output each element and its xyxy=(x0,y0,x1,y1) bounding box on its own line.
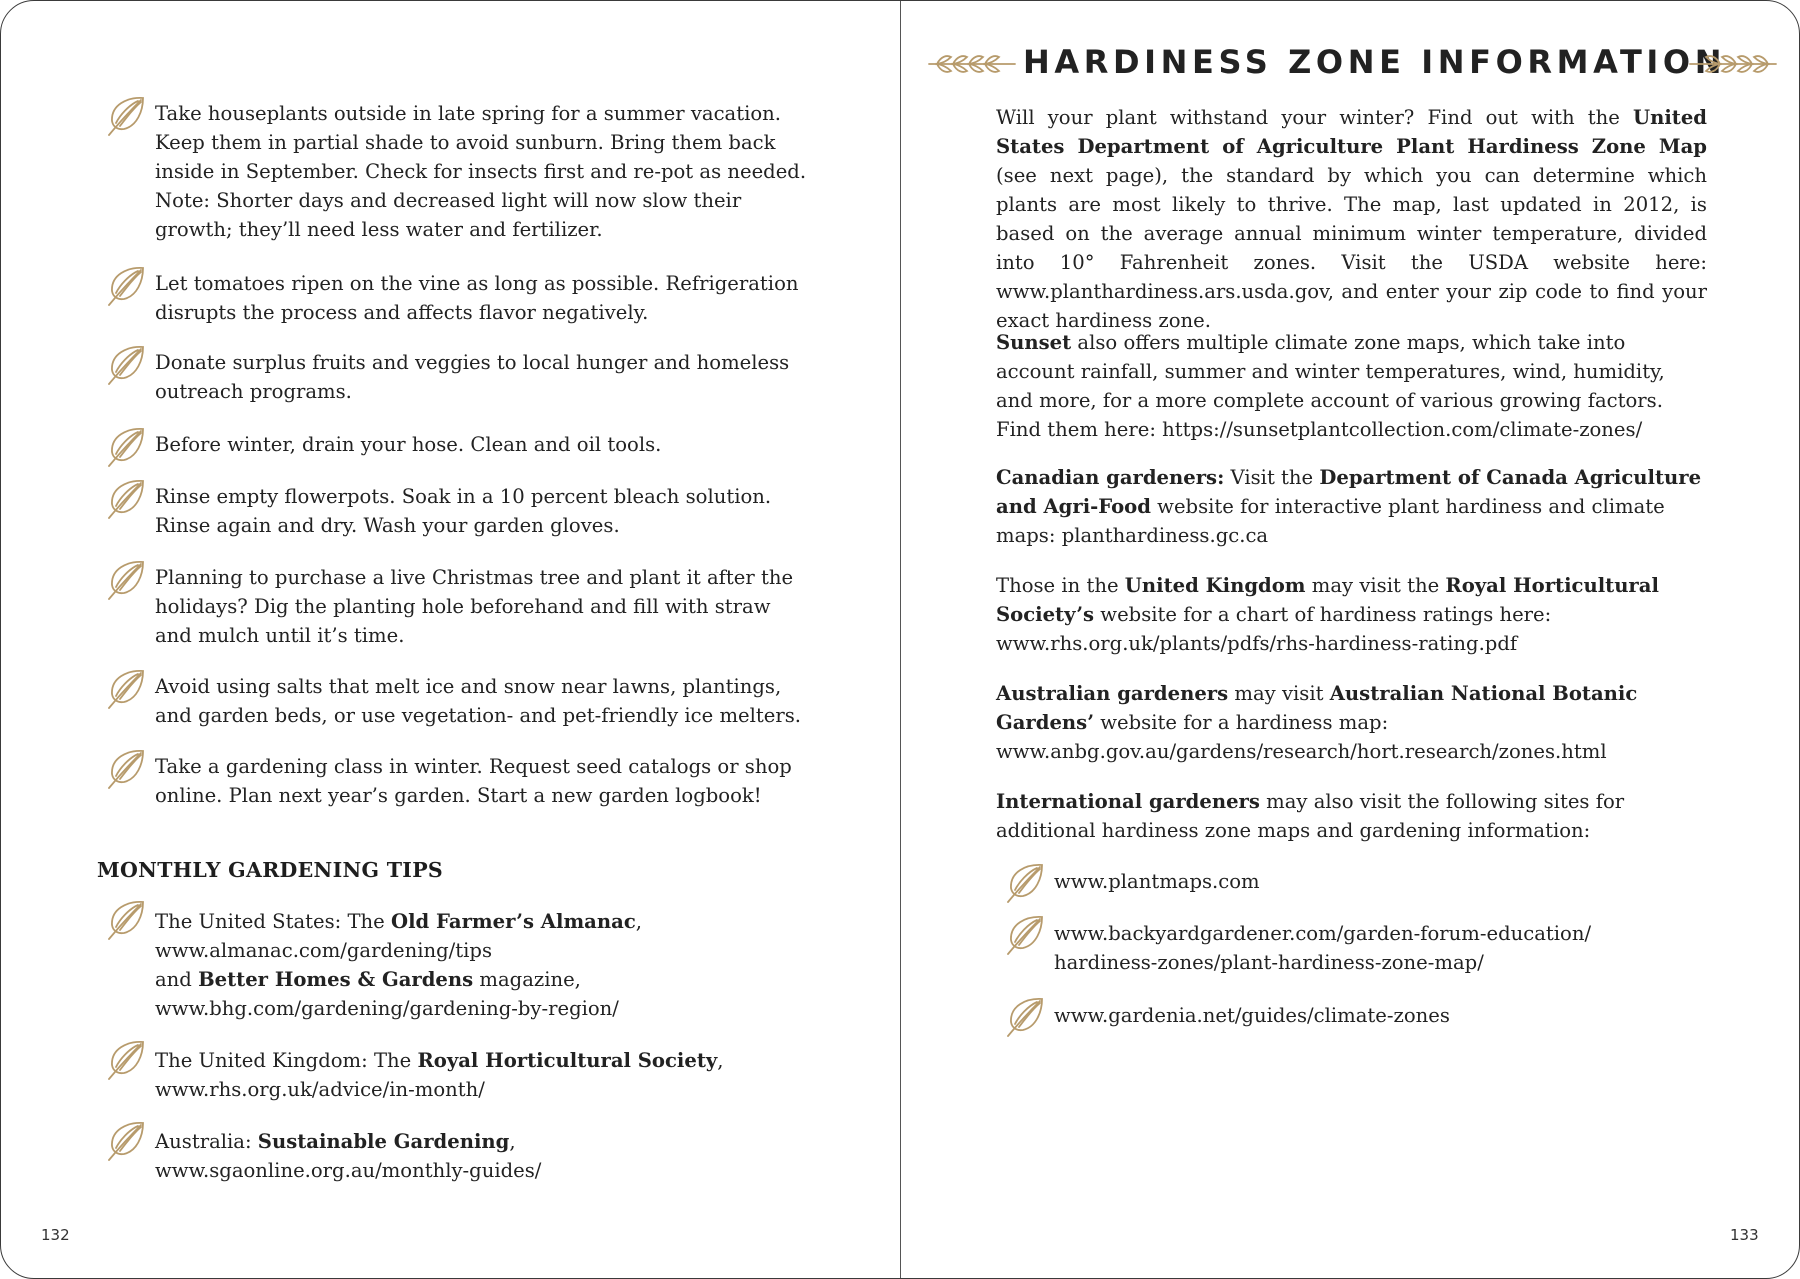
tip-text: Avoid using salts that melt ice and snow near lawns, plantings, and garden beds, or use vegetation- and pet-friendly ice melters. xyxy=(155,675,802,727)
right-sprig-icon xyxy=(1688,51,1778,77)
almanac-url: www.almanac.com/gardening/tips xyxy=(155,939,492,962)
australia-paragraph: Australian gardeners may visit Australian National Botanic Gardens’ website for a hardiness map: www.anbg.gov.au/gardens/research/hort.research/zones.html xyxy=(996,682,1638,763)
monthly-tip-uk: The United Kingdom: The Royal Horticultural Society, www.rhs.org.uk/advice/in-month/ xyxy=(155,1046,724,1104)
sga-url: www.sgaonline.org.au/monthly-guides/ xyxy=(155,1159,542,1182)
bhg-url: www.bhg.com/gardening/gardening-by-region/ xyxy=(155,997,619,1020)
leaf-bullet-icon xyxy=(105,476,149,520)
leaf-bullet-icon xyxy=(105,746,149,790)
tip-text: Donate surplus fruits and veggies to local hunger and homeless outreach programs. xyxy=(155,351,790,403)
leaf-bullet-icon xyxy=(105,1037,149,1081)
right-page xyxy=(901,1,1799,1278)
leaf-bullet-icon xyxy=(105,93,149,137)
rhs-month-url: www.rhs.org.uk/advice/in-month/ xyxy=(155,1078,485,1101)
monthly-tip-us: The United States: The Old Farmer’s Almanac, www.almanac.com/gardening/tips and Better Homes & Gardens magazine, www.bhg.com/gardening/gardening-by-region/ xyxy=(155,907,642,1023)
leaf-bullet-icon xyxy=(105,666,149,710)
canada-paragraph: Canadian gardeners: Visit the Department of Canada Agriculture and Agri-Food website for interactive plant hardiness and climate maps: planthardiness.gc.ca xyxy=(996,466,1702,547)
left-page xyxy=(1,1,900,1278)
leaf-bullet-icon xyxy=(105,263,149,307)
resource-link: www.gardenia.net/guides/climate-zones xyxy=(1054,1004,1450,1027)
uk-paragraph: Those in the United Kingdom may visit the Royal Horticultural Society’s website for a chart of hardiness ratings here: www.rhs.org.uk/plants/pdfs/rhs-hardiness-rating.pdf xyxy=(996,574,1659,655)
page-title: HARDINESS ZONE INFORMATION xyxy=(1023,43,1727,81)
resource-link: www.backyardgardener.com/garden-forum-education/ hardiness-zones/plant-hardiness-zone-map/ xyxy=(1054,922,1592,974)
leaf-bullet-icon xyxy=(1004,860,1048,904)
usda-paragraph: Will your plant withstand your winter? Find out with the United States Department of Agriculture Plant Hardiness Zone Map (see next page), the standard by which you can determine which plants are most likely to thrive. The map, last updated in 2012, is based on the average annual minimum winter temperature, divided into 10° Fahrenheit zones. Visit the USDA website here: www.planthardiness.ars.usda.gov, and enter your zip code to find your exact hardiness zone. xyxy=(996,106,1707,332)
sunset-paragraph: Sunset also offers multiple climate zone maps, which take into account rainfall, summer and winter temperatures, wind, humidity, and more, for a more complete account of various growing factors. Find them here: https://sunsetplantcollection.com/climate-zones/ xyxy=(996,331,1665,441)
tip-text: Before winter, drain your hose. Clean and oil tools. xyxy=(155,433,662,456)
tip-text: Planning to purchase a live Christmas tree and plant it after the holidays? Dig the planting hole beforehand and fill with straw and mulch until it’s time. xyxy=(155,566,794,647)
leaf-bullet-icon xyxy=(105,897,149,941)
leaf-bullet-icon xyxy=(105,557,149,601)
tip-text: Rinse empty flowerpots. Soak in a 10 percent bleach solution. Rinse again and dry. Wash your garden gloves. xyxy=(155,485,772,537)
tip-text: Take houseplants outside in late spring for a summer vacation. Keep them in partial shade to avoid sunburn. Bring them back inside in September. Check for insects first and re-pot as needed. Note: Shorter days and decreased light will now slow their growth; they’ll need less water and fertilizer. xyxy=(155,102,807,241)
page-number-left: 132 xyxy=(41,1226,70,1244)
leaf-bullet-icon xyxy=(105,424,149,468)
tip-text: Let tomatoes ripen on the vine as long as possible. Refrigeration disrupts the process and affects flavor negatively. xyxy=(155,272,799,324)
resource-link: www.plantmaps.com xyxy=(1054,870,1260,893)
monthly-tip-australia: Australia: Sustainable Gardening, www.sgaonline.org.au/monthly-guides/ xyxy=(155,1127,541,1185)
leaf-bullet-icon xyxy=(105,342,149,386)
leaf-bullet-icon xyxy=(105,1118,149,1162)
leaf-bullet-icon xyxy=(1004,912,1048,956)
monthly-tips-heading: MONTHLY GARDENING TIPS xyxy=(97,858,444,882)
left-sprig-icon xyxy=(927,51,1017,77)
international-paragraph: International gardeners may also visit the following sites for additional hardiness zone maps and gardening information: xyxy=(996,790,1625,842)
page-title-row xyxy=(901,39,1799,91)
leaf-bullet-icon xyxy=(1004,994,1048,1038)
tip-text: Take a gardening class in winter. Request seed catalogs or shop online. Plan next year’s garden. Start a new garden logbook! xyxy=(155,755,792,807)
page-number-right: 133 xyxy=(1730,1226,1759,1244)
